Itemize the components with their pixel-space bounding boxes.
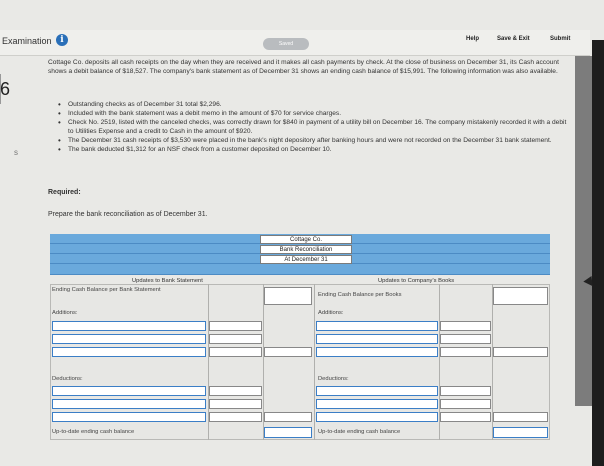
column-divider <box>314 284 315 440</box>
bullet-item: • Outstanding checks as of December 31 total $2,296. <box>62 100 572 109</box>
bank-final-balance-input[interactable] <box>264 427 312 438</box>
bullet-item: • Included with the bank statement was a debit memo in the amount of $70 for service charges. <box>62 109 572 118</box>
info-icon[interactable]: i <box>56 34 68 46</box>
statement-date: At December 31 <box>260 255 352 264</box>
book-additions-label: Additions: <box>318 310 344 316</box>
bank-addition-amount-input[interactable] <box>209 334 262 344</box>
book-addition-amount-input[interactable] <box>440 321 491 331</box>
window-edge <box>592 40 604 466</box>
bank-deduction-amount-input[interactable] <box>209 399 262 409</box>
book-deduction-description-input[interactable] <box>316 412 438 422</box>
book-deductions-label: Deductions: <box>318 376 349 382</box>
bank-deductions-total-input[interactable] <box>264 412 312 422</box>
bank-addition-amount-input[interactable] <box>209 347 262 357</box>
problem-intro: Cottage Co. deposits all cash receipts on the day when they are received and it makes all cash payments by check. At the close of business on December 31, its Cash account shows a debit balance of $18,527. The company's bank statement as of December 31 shows an ending cash balance of $15,991. The following information was also available. <box>48 59 559 76</box>
header-row <box>50 264 550 275</box>
problem-bullets <box>62 100 572 154</box>
bank-reconciliation-table <box>50 234 550 440</box>
book-deductions-total-input[interactable] <box>493 412 548 422</box>
question-number: 6 <box>0 79 11 99</box>
margin-mark: s <box>14 148 18 157</box>
bank-additions-label: Additions: <box>52 310 78 316</box>
bank-ending-amount-input[interactable] <box>264 287 312 305</box>
top-bar <box>0 30 590 56</box>
book-ending-label: Ending Cash Balance per Books <box>318 292 402 298</box>
book-deduction-description-input[interactable] <box>316 399 438 409</box>
save-exit-link[interactable]: Save & Exit <box>497 36 530 42</box>
exam-title: Examination <box>2 36 52 46</box>
book-deduction-amount-input[interactable] <box>440 399 491 409</box>
bank-deduction-description-input[interactable] <box>52 399 206 409</box>
scrollbar[interactable] <box>575 56 592 406</box>
required-label: Required: <box>48 189 81 196</box>
statement-title: Bank Reconciliation <box>260 245 352 254</box>
book-addition-description-input[interactable] <box>316 347 438 357</box>
bullet-item: • The bank deducted $1,312 for an NSF check from a customer deposited on December 10. <box>62 145 572 154</box>
help-link[interactable]: Help <box>466 36 480 42</box>
book-deduction-amount-input[interactable] <box>440 412 491 422</box>
bank-addition-description-input[interactable] <box>52 321 206 331</box>
bank-addition-amount-input[interactable] <box>209 321 262 331</box>
bullet-item: • Check No. 2519, listed with the canceled checks, was correctly drawn for $840 in payment of a utility bill on December 16. The company mistakenly recorded it with a debit to Utilities Expense and a credit to Cash in the amount of $920. <box>62 118 572 136</box>
bank-deductions-label: Deductions: <box>52 376 83 382</box>
bank-additions-total-input[interactable] <box>264 347 312 357</box>
book-final-balance-input[interactable] <box>493 427 548 438</box>
bank-final-label: Up-to-date ending cash balance <box>52 429 135 435</box>
bank-deduction-amount-input[interactable] <box>209 412 262 422</box>
bank-addition-description-input[interactable] <box>52 347 206 357</box>
bank-ending-label: Ending Cash Balance per Bank Statement <box>52 287 161 293</box>
bullet-item: • The December 31 cash receipts of $3,530 were placed in the bank's night depository after banking hours and were not recorded on the December 31 bank statement. <box>62 136 572 145</box>
bank-deduction-description-input[interactable] <box>52 412 206 422</box>
bank-addition-description-input[interactable] <box>52 334 206 344</box>
book-final-label: Up-to-date ending cash balance <box>318 429 401 435</box>
bank-deduction-description-input[interactable] <box>52 386 206 396</box>
book-addition-description-input[interactable] <box>316 334 438 344</box>
company-name: Cottage Co. <box>260 235 352 244</box>
submit-link[interactable]: Submit <box>550 36 571 42</box>
book-addition-amount-input[interactable] <box>440 334 491 344</box>
bank-side-heading: Updates to Bank Statement <box>132 278 203 284</box>
book-side-heading: Updates to Company's Books <box>378 278 455 284</box>
book-ending-amount-input[interactable] <box>493 287 548 305</box>
saved-badge: Saved <box>263 38 309 50</box>
book-deduction-amount-input[interactable] <box>440 386 491 396</box>
book-deduction-description-input[interactable] <box>316 386 438 396</box>
book-addition-description-input[interactable] <box>316 321 438 331</box>
required-text: Prepare the bank reconciliation as of December 31. <box>48 211 208 218</box>
book-additions-total-input[interactable] <box>493 347 548 357</box>
bank-deduction-amount-input[interactable] <box>209 386 262 396</box>
book-addition-amount-input[interactable] <box>440 347 491 357</box>
